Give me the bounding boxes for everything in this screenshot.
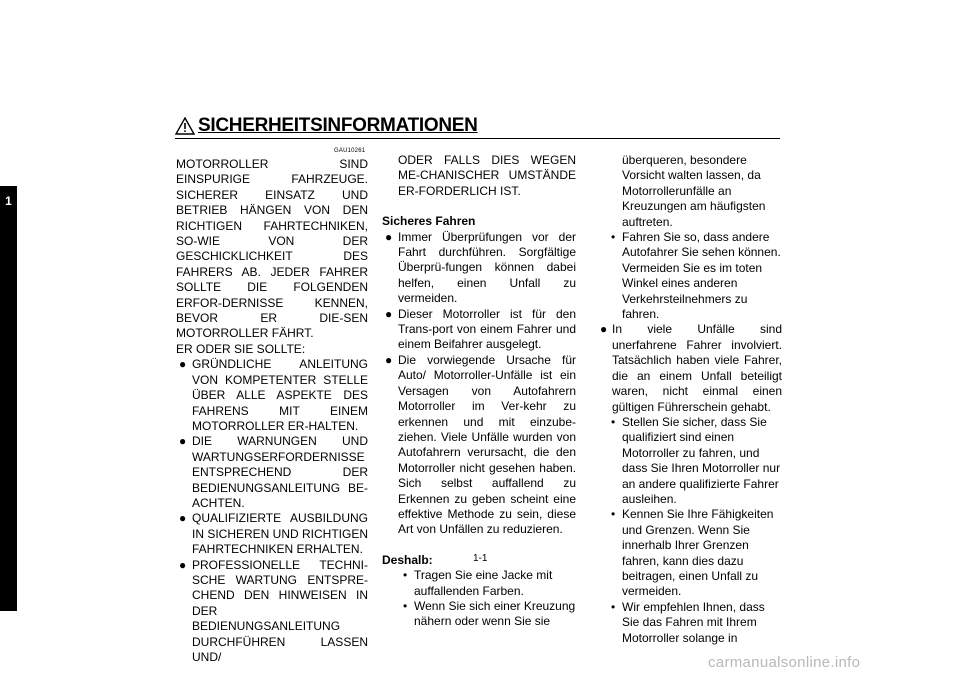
list-item: ● DIE WARNUNGEN UND WARTUNGSERFORDERNISSE ENTSPRECHEND DER BEDIENUNGSANLEITUNG BE-ACHTEN.: [179, 434, 368, 510]
sub-list-item: • Tragen Sie eine Jacke mit auffallenden Farben.: [403, 568, 553, 598]
sub-list-item: • Kennen Sie Ihre Fähigkeiten und Grenzen. Wenn Sie innerhalb Ihrer Grenzen fahren, kann dies dazu beitragen, einen Unfall zu vermeiden.: [611, 507, 774, 599]
list-item: ● Immer Überprüfungen vor der Fahrt durchführen. Sorgfältige Überprü-fungen können dabei helfen, einen Unfall zu vermeiden.: [385, 229, 576, 306]
bullet-icon: •: [611, 507, 616, 522]
bullet-icon: •: [611, 599, 616, 614]
list-item: ● Dieser Motorroller ist für den Trans-port von einem Fahrer und einem Beifahrer ausgelegt.: [385, 306, 576, 352]
heading-rule: [175, 138, 780, 139]
sub-list-item: • Wenn Sie sich einer Kreuzung nähern oder wenn Sie sie: [403, 598, 576, 629]
lead-text: ER ODER SIE SOLLTE:: [176, 341, 306, 356]
bullet-icon: •: [611, 414, 616, 429]
bullet-icon: ●: [600, 322, 608, 337]
page-title: SICHERHEITSINFORMATIONEN: [198, 115, 478, 136]
section-heading: [175, 115, 780, 137]
list-item: ● QUALIFIZIERTE AUSBILDUNG IN SICHEREN UND RICHTIGEN FAHRTECHNIKEN ERHALTEN.: [179, 511, 369, 557]
bullet-icon: ●: [385, 306, 393, 321]
sub-list-item: • Fahren Sie so, dass andere Autofahrer Sie sehen können. Vermeiden Sie es im toten Winkel eines anderen Verkehrsteilnehmers zu fahren.: [611, 230, 781, 322]
deshalb-title: Deshalb:: [382, 552, 433, 567]
section-title: Sicheres Fahren: [382, 214, 476, 229]
bullet-icon: •: [403, 598, 408, 613]
column-1: [176, 157, 368, 665]
bullet-icon: ●: [385, 229, 393, 244]
bullet-icon: ●: [179, 357, 187, 372]
bullet-icon: ●: [179, 511, 187, 526]
warning-triangle-icon: [175, 117, 195, 135]
chapter-tab: [0, 186, 17, 611]
list-item: ● In viele Unfälle sind unerfahrene Fahrer involviert. Tatsächlich haben viele Fahrer, die an einem Unfall beteiligt waren, nicht einmal einen gültigen Führerschein gehabt.: [600, 322, 782, 414]
sub-list-item: • Stellen Sie sicher, dass Sie qualifiziert sind einen Motorroller zu fahren, und dass Sie Ihren Motorroller nur an andere qualifizierte Fahrer ausleihen.: [611, 414, 781, 506]
list-item: ● PROFESSIONELLE TECHNI-SCHE WARTUNG ENTSPRE-CHEND DEN HINWEISEN IN DER BEDIENUNGSANLEITUNG DURCHFÜHREN LASSEN UND/: [179, 557, 368, 664]
bullet-icon: ●: [385, 352, 393, 367]
chapter-number: 1: [5, 194, 12, 208]
list-item: ● GRÜNDLICHE ANLEITUNG VON KOMPETENTER STELLE ÜBER ALLE ASPEKTE DES FAHRENS MIT EINEM MOTORROLLER ER-HALTEN.: [179, 357, 368, 433]
sub-list-item: • Wir empfehlen Ihnen, dass Sie das Fahren mit Ihrem Motorroller solange in: [611, 599, 765, 645]
bullet-icon: ●: [179, 434, 187, 449]
continuation-text: ODER FALLS DIES WEGEN ME-CHANISCHER UMSTÄNDE ER-FORDERLICH IST.: [398, 153, 576, 198]
continuation-text: überqueren, besondere Vorsicht walten lassen, da Motorrollerunfälle an Kreuzungen am häufigsten auftreten.: [622, 153, 766, 229]
bullet-icon: ●: [179, 557, 187, 572]
intro-paragraph: MOTORROLLER SIND EINSPURIGE FAHRZEUGE. SICHERER EINSATZ UND BETRIEB HÄNGEN VON DEN RICHTIGEN FAHRTECHNIKEN, SO-WIE VON DER GESCHICKLICHKEIT DES FAHRERS AB. JEDER FAHRER SOLLTE DIE FOLGENDEN ERFOR-DERNISSE KENNEN, BEVOR ER DIE-SEN MOTORROLLER FÄHRT.: [176, 157, 368, 341]
list-item: ● Die vorwiegende Ursache für Auto/ Motorroller-Unfälle ist ein Versagen von Autofahrern Motorroller im Ver-kehr zu erkennen und mit einzube-ziehen. Viele Unfälle wurden von Autofahrern verursacht, die den Motorroller nicht gesehen haben. Sich selbst auffallend zu Erkennen zu geben scheint eine effektive Methode zu sein, diese Art von Unfällen zu reduzieren.: [385, 352, 576, 537]
watermark: carmanualsonline.info: [708, 654, 861, 671]
page-number: 1-1: [473, 553, 488, 564]
bullet-icon: •: [403, 568, 408, 583]
bullet-icon: •: [611, 230, 616, 245]
column-3: [600, 153, 782, 646]
document-code: GAU10261: [334, 148, 366, 154]
